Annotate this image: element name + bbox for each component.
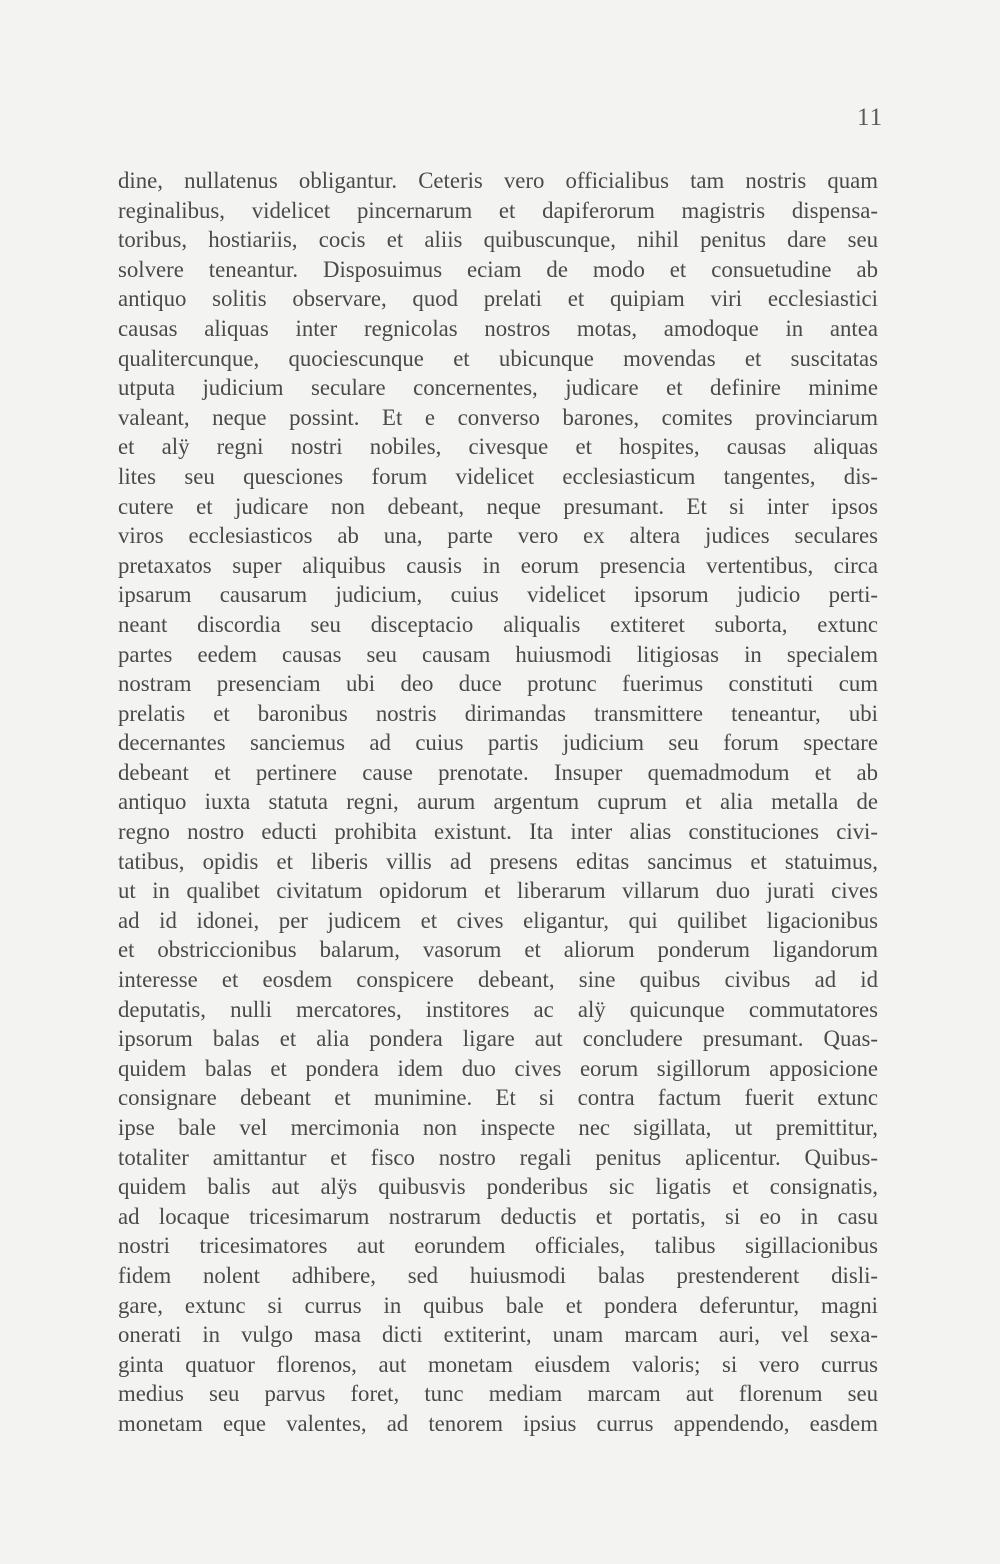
text-line: nostri tricesimatores aut eorundem officiales, talibus sigillacionibus (118, 1233, 878, 1259)
text-line: dine, nullatenus obligantur. Ceteris vero officialibus tam nostris quam (118, 168, 878, 193)
text-line: deputatis, nulli mercatores, institores ac alÿ quicunque commutatores (118, 996, 878, 1022)
text-line: debeant et pertinere cause prenotate. Insuper quemadmodum et ab (118, 759, 878, 785)
text-line: interesse et eosdem conspicere debeant, sine quibus civibus ad id (118, 967, 878, 993)
text-line: ut in qualibet civitatum opidorum et liberarum villarum duo jurati cives (118, 878, 878, 904)
text-line: onerati in vulgo masa dicti extiterint, unam marcam auri, vel sexa- (118, 1322, 878, 1348)
text-line: neant discordia seu disceptacio aliqualis extiteret suborta, extunc (118, 611, 878, 637)
text-line: ipsarum causarum judicium, cuius videlicet ipsorum judicio perti- (118, 582, 878, 608)
text-line: fidem nolent adhibere, sed huiusmodi balas prestenderent disli- (118, 1262, 878, 1288)
text-line: consignare debeant et munimine. Et si contra factum fuerit extunc (118, 1085, 878, 1111)
text-line: valeant, neque possint. Et e converso barones, comites provinciarum (118, 404, 878, 430)
body-text (118, 166, 878, 1439)
text-line: lites seu quesciones forum videlicet ecclesiasticum tangentes, dis- (118, 463, 878, 489)
text-line: medius seu parvus foret, tunc mediam marcam aut florenum seu (118, 1381, 878, 1407)
text-line: monetam eque valentes, ad tenorem ipsius currus appendendo, easdem (118, 1410, 878, 1436)
text-line: et obstriccionibus balarum, vasorum et aliorum ponderum ligandorum (118, 937, 878, 963)
text-line: decernantes sanciemus ad cuius partis judicium seu forum spectare (118, 730, 878, 756)
text-line: prelatis et baronibus nostris dirimandas transmittere teneantur, ubi (118, 700, 878, 726)
text-line: ginta quatuor florenos, aut monetam eiusdem valoris; si vero currus (118, 1351, 878, 1377)
text-line: partes eedem causas seu causam huiusmodi litigiosas in specialem (118, 641, 878, 667)
text-line: regno nostro educti prohibita existunt. Ita inter alias constituciones civi- (118, 819, 878, 845)
text-line: gare, extunc si currus in quibus bale et pondera deferuntur, magni (118, 1292, 878, 1318)
text-line: antiquo iuxta statuta regni, aurum argentum cuprum et alia metalla de (118, 789, 878, 815)
text-line: tatibus, opidis et liberis villis ad presens editas sancimus et statuimus, (118, 848, 878, 874)
text-line: quidem balis aut alÿs quibusvis ponderibus sic ligatis et consignatis, (118, 1174, 878, 1200)
text-line: cutere et judicare non debeant, neque presumant. Et si inter ipsos (118, 493, 878, 519)
text-line: antiquo solitis observare, quod prelati et quipiam viri ecclesiastici (118, 286, 878, 312)
text-line: nostram presenciam ubi deo duce protunc fuerimus constituti cum (118, 671, 878, 697)
text-line: pretaxatos super aliquibus causis in eorum presencia vertentibus, circa (118, 552, 878, 578)
text-line: causas aliquas inter regnicolas nostros motas, amodoque in antea (118, 315, 878, 341)
text-line: viros ecclesiasticos ab una, parte vero ex altera judices seculares (118, 523, 878, 549)
page-number: 11 (857, 104, 884, 131)
text-line: ipsorum balas et alia pondera ligare aut concludere presumant. Quas- (118, 1026, 878, 1052)
text-line: solvere teneantur. Disposuimus eciam de modo et consuetudine ab (118, 256, 878, 282)
text-line: ad id idonei, per judicem et cives eligantur, qui quilibet ligacionibus (118, 907, 878, 933)
text-line: et alÿ regni nostri nobiles, civesque et hospites, causas aliquas (118, 434, 878, 460)
text-line: qualitercunque, quociescunque et ubicunque movendas et suscitatas (118, 345, 878, 371)
text-line: utputa judicium seculare concernentes, judicare et definire minime (118, 375, 878, 401)
text-line: ad locaque tricesimarum nostrarum deductis et portatis, si eo in casu (118, 1203, 878, 1229)
text-line: reginalibus, videlicet pincernarum et dapiferorum magistris dispensa- (118, 197, 878, 223)
text-line: quidem balas et pondera idem duo cives eorum sigillorum apposicione (118, 1055, 878, 1081)
text-line: toribus, hostiariis, cocis et aliis quibuscunque, nihil penitus dare seu (118, 227, 878, 253)
text-line: totaliter amittantur et fisco nostro regali penitus aplicentur. Quibus- (118, 1144, 878, 1170)
text-line: ipse bale vel mercimonia non inspecte nec sigillata, ut premittitur, (118, 1115, 878, 1140)
